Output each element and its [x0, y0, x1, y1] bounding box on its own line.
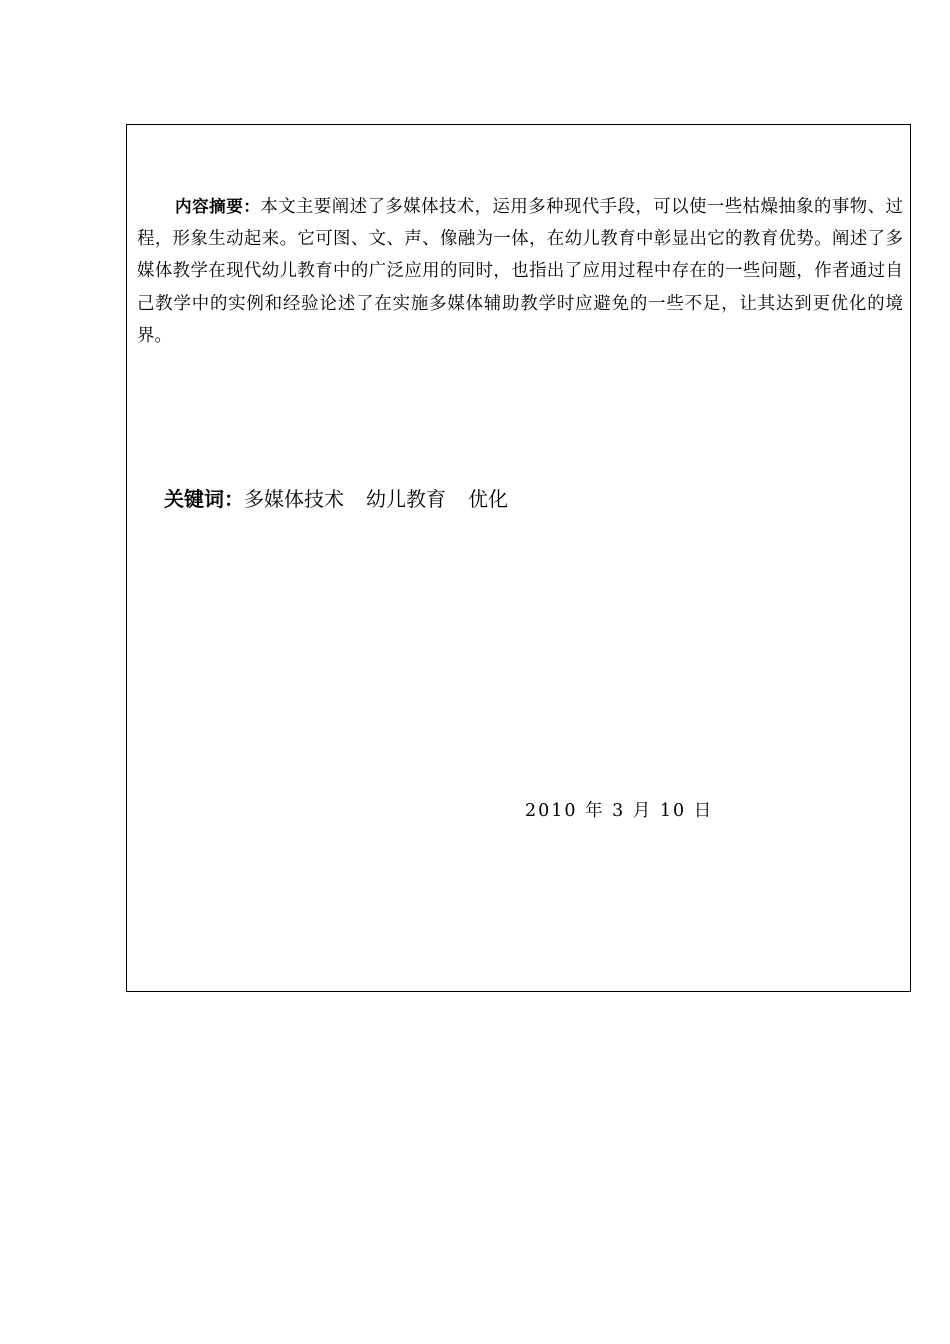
- keywords-line: [164, 481, 508, 517]
- abstract-box: [126, 124, 911, 992]
- keyword-item: 多媒体技术: [244, 487, 344, 511]
- document-date: 2010 年 3 月 10 日: [525, 801, 714, 821]
- abstract-paragraph: [137, 191, 903, 352]
- abstract-text: 本文主要阐述了多媒体技术，运用多种现代手段，可以使一些枯燥抽象的事物、过程，形象生动起来。它可图、文、声、像融为一体，在幼儿教育中彰显出它的教育优势。阐述了多媒体教学在现代幼儿教育中的广泛应用的同时，也指出了应用过程中存在的一些问题，作者通过自己教学中的实例和经验论述了在实施多媒体辅助教学时应避免的一些不足，让其达到更优化的境界。: [137, 197, 903, 346]
- keyword-item: 幼儿教育: [366, 487, 446, 511]
- keywords-label: 关键词：: [164, 487, 244, 511]
- abstract-label: 内容摘要：: [175, 197, 261, 216]
- keyword-item: 优化: [468, 487, 508, 511]
